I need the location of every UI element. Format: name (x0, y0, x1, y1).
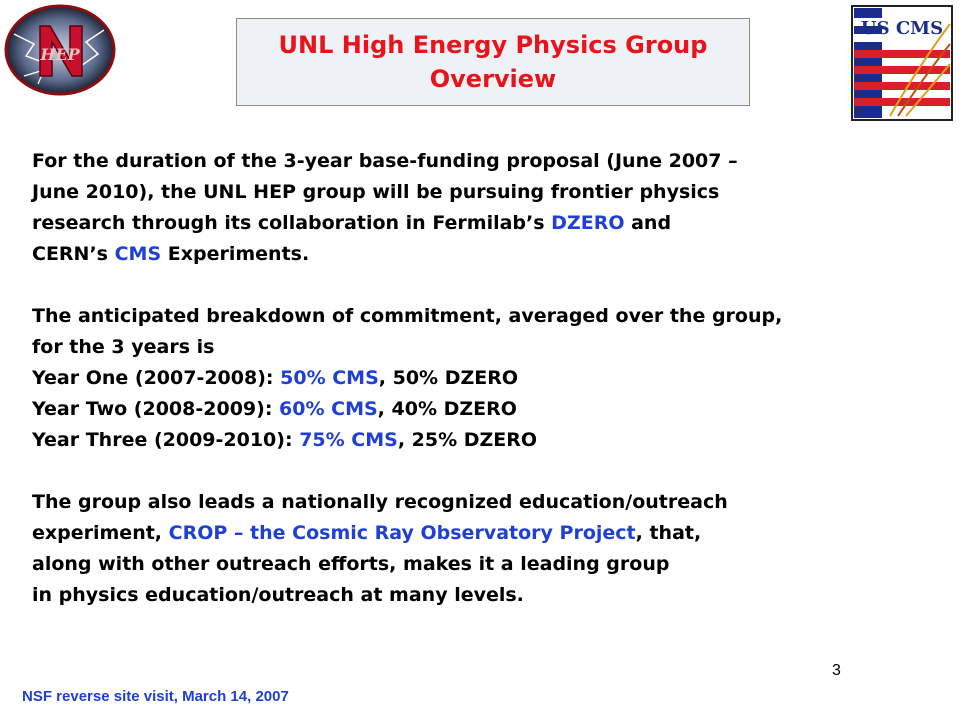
title-box (236, 18, 750, 106)
p3-l2-text-a: experiment, (32, 522, 169, 544)
footer-text: NSF reverse site visit, March 14, 2007 (22, 688, 289, 705)
p1-l4-text-c: Experiments. (161, 243, 310, 265)
logo-right-text: US CMS (860, 18, 944, 39)
p3-l2-text-c: , that, (635, 522, 702, 544)
year-two-cms: 60% CMS (279, 398, 378, 420)
page-number: 3 (832, 662, 841, 679)
page-subtitle: Overview (429, 65, 557, 93)
paragraph1-line2: June 2010), the UNL HEP group will be pursuing frontier physics (32, 181, 720, 203)
crop-highlight: CROP – the Cosmic Ray Observatory Project (168, 522, 636, 544)
paragraph1-line4 (32, 239, 932, 270)
p1-l4-text-a: CERN’s (32, 243, 115, 265)
year-three-line (32, 425, 932, 456)
logo-left-text: HEP (40, 45, 80, 64)
year-three-label: Year Three (2009-2010): (32, 429, 300, 451)
year-three-dzero: , 25% DZERO (397, 429, 538, 451)
year-one-line (32, 363, 932, 394)
cms-highlight: CMS (114, 243, 162, 265)
p1-l3-text-a: research through its collaboration in Fermilab’s (32, 212, 552, 234)
year-two-label: Year Two (2008-2009): (32, 398, 280, 420)
year-one-cms: 50% CMS (280, 367, 379, 389)
paragraph3-line1: The group also leads a nationally recognized education/outreach (32, 491, 728, 513)
year-three-cms: 75% CMS (299, 429, 398, 451)
uscms-logo-icon (850, 4, 954, 122)
year-two-line (32, 394, 932, 425)
p1-l3-text-c: and (624, 212, 672, 234)
unl-hep-logo-icon (4, 4, 116, 96)
dzero-highlight: DZERO (551, 212, 625, 234)
year-two-dzero: , 40% DZERO (377, 398, 517, 420)
paragraph1-line3 (32, 208, 932, 239)
year-one-dzero: , 50% DZERO (378, 367, 518, 389)
paragraph3-line3: along with other outreach efforts, makes it a leading group (32, 553, 670, 575)
page-title: UNL High Energy Physics Group (278, 31, 708, 59)
paragraph3-line4: in physics education/outreach at many levels. (32, 584, 524, 606)
paragraph2-line2: for the 3 years is (32, 336, 215, 358)
paragraph1-line1: For the duration of the 3-year base-funding proposal (June 2007 – (32, 150, 738, 172)
paragraph3-line2 (32, 518, 932, 549)
paragraph2-line1: The anticipated breakdown of commitment, averaged over the group, (32, 305, 783, 327)
slide-body (32, 146, 932, 611)
year-one-label: Year One (2007-2008): (32, 367, 281, 389)
